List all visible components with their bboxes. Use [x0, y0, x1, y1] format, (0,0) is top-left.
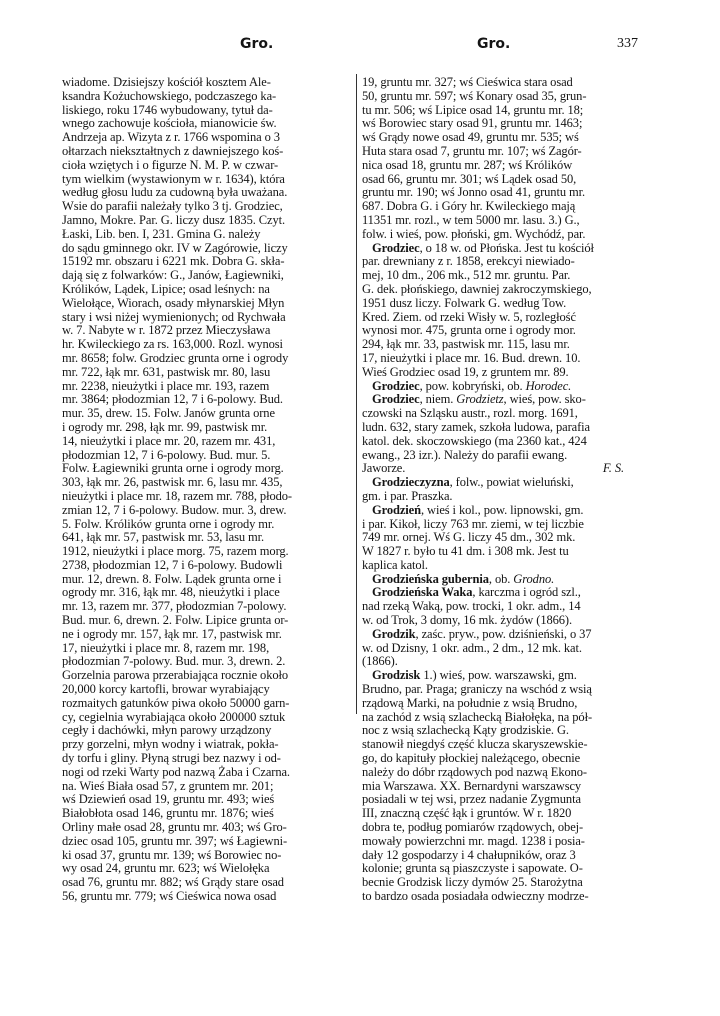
right-column-line: tu mr. 506; wś Lipice osad 14, gruntu mr. 18; — [362, 102, 584, 117]
right-column-line: mej, 10 dm., 206 mk., 512 mr. gruntu. Par. — [362, 268, 571, 283]
left-column-line: liskiego, roku 1746 wybudowany, tytuł da- — [62, 102, 273, 117]
left-column-line: na. Wieś Biała osad 57, z gruntem mr. 201; — [62, 778, 274, 793]
left-column-line: mr. 8658; folw. Grodziec grunta orne i ogrody — [62, 350, 289, 365]
right-column-line: folw. i wieś, pow. płoński, gm. Wychódź, par. — [362, 226, 586, 241]
left-column-line: 56, gruntu mr. 779; wś Cieświca nowa osad — [62, 889, 277, 904]
left-column-line: Orliny małe osad 28, gruntu mr. 403; wś Gro- — [62, 820, 287, 835]
right-column-line: 1951 dusz liczy. Folwark G. według Tow. — [362, 295, 567, 310]
left-column-line: Gorzelnia parowa przerabiająca rocznie około — [62, 668, 289, 683]
page-number: 337 — [617, 36, 638, 51]
left-column-line: 5. Folw. Królików grunta orne i ogrody mr. — [62, 516, 275, 531]
left-column-line: ksandra Kożuchowskiego, podczaszego ka- — [62, 88, 277, 103]
left-column-line: Białobłota osad 146, gruntu mr. 1876; wieś — [62, 806, 274, 821]
left-column-line: mr. 13, razem mr. 377, płodozmian 7-polowy. — [62, 599, 287, 614]
left-column-line: hr. Kwileckiego za rs. 163,000. Rozl. wynosi — [62, 337, 283, 352]
right-column-line: ludn. 632, stary zamek, szkoła ludowa, parafia — [362, 419, 590, 434]
right-column-line: 294, łąk mr. 33, pastwisk mr. 115, lasu mr. — [362, 337, 570, 352]
left-column-line: tym wielkim (wystawionym w r. 1634), która — [62, 171, 285, 186]
left-column-line: rozmaitych gatunków piwa około 50000 garn- — [62, 695, 290, 710]
left-column-line: Andrzeja ap. Wizyta z r. 1766 wspomina o 3 — [62, 130, 280, 145]
right-column-line: 749 mr. ornej. Wś G. liczy 45 dm., 302 mk. — [362, 530, 576, 545]
right-column-line: Grodzieńska Waka, karczma i ogród szl., — [372, 585, 581, 600]
right-column-line: 50, gruntu mr. 597; wś Konary osad 35, grun- — [362, 88, 587, 103]
right-column-line: nad rzeką Waką, pow. trocki, 1 okr. adm., 14 — [362, 599, 581, 614]
entry-headword: Grodziec — [372, 378, 420, 393]
right-column-line: Huta stara osad 7, gruntu mr. 107; wś Zagór- — [362, 143, 582, 158]
entry-headword: Grodziec — [372, 392, 420, 407]
right-column-line: Jaworze. F. S. — [362, 461, 624, 476]
left-column-line: 17, nieużytki i place mr. 8, razem mr. 198, — [62, 640, 270, 655]
right-column-line: Grodzieczyzna, folw., powiat wieluński, — [372, 475, 574, 490]
author-signature: F. S. — [602, 461, 624, 476]
right-column-line: Grodziec, niem. Grodzietz, wieś, pow. sko- — [372, 392, 586, 407]
right-column-line: 17, nieużytki i place mr. 16. Bud. drewn. 10. — [362, 350, 581, 365]
left-column-line: i ogrody mr. 298, łąk mr. 99, pastwisk mr. — [62, 419, 268, 434]
left-column-line: ołtarzach niekształtnych z dawniejszego koś- — [62, 143, 284, 158]
left-column-line: ne i ogrody mr. 157, łąk mr. 17, pastwisk mr. — [62, 626, 282, 641]
left-column-line: mur. 12, drewn. 8. Folw. Lądek grunta orne i — [62, 571, 282, 586]
left-column-line: wy osad 24, gruntu mr. 623; wś Wielołęka — [62, 861, 270, 876]
left-column-line: zmian 12, 7 i 6-polowy. Budow. mur. 3, drew. — [62, 502, 287, 517]
left-column-line: stary i wsi niżej wymienionych; od Rychwała — [62, 309, 286, 324]
right-column-line: należy do dóbr rządowych pod nazwą Ekono- — [362, 764, 587, 779]
right-column-line: Grodzień, wieś i kol., pow. lipnowski, gm. — [372, 502, 584, 517]
left-column-line: cegły i dachówki, młyn parowy urządzony — [62, 723, 272, 738]
left-column-line: wiadome. Dzisiejszy kościół kosztem Ale- — [62, 75, 271, 89]
right-column-line: noc z wsią szlachecką Kąty grodziskie. G. — [362, 723, 569, 738]
left-column-line: Wsie do parafii należały tylko 3 tj. Grodziec, — [62, 199, 283, 214]
right-column-line: dały 12 gospodarzy i 4 chałupników, oraz 3 — [362, 847, 576, 862]
right-column — [362, 75, 642, 904]
left-column-line: przy gorzelni, młyn wodny i wiatrak, pokła- — [62, 737, 279, 752]
left-column-line: dają się z folwarków: G., Janów, Łagiewniki, — [62, 268, 284, 283]
left-column-line: dy torfu i gliny. Płyną strugi bez nazwy i od- — [62, 751, 281, 766]
left-column-line: cy, cegielnia wyrabiająca około 200000 sztuk — [62, 709, 286, 724]
entry-headword: Grodzieczyzna — [372, 475, 450, 490]
left-column-line: Łaski, Lib. ben. I, 231. Gmina G. należy — [62, 226, 261, 241]
left-column-line: do sądu gminnego okr. IV w Zagórowie, liczy — [62, 240, 288, 255]
right-column-line: czowski na Szląsku austr., rozl. morg. 1691, — [362, 406, 578, 421]
running-head-right: Gro. — [477, 36, 511, 52]
entry-headword: Grodzisk — [372, 668, 421, 683]
entry-headword: Grodzieńska Waka — [372, 585, 473, 600]
right-column-line: posiadali w tej wsi, przez nadanie Zygmunta — [362, 792, 581, 807]
right-column-line: go, do kapituły płockiej należącego, obecnie — [362, 751, 581, 766]
right-column-line: par. drewniany z r. 1858, erekcyi niewiado- — [362, 254, 575, 269]
right-column-line: 19, gruntu mr. 327; wś Cieświca stara osad — [362, 75, 573, 89]
left-column-line: wnego zachowuje kościoła, mianowicie św. — [62, 116, 277, 131]
left-column-line: według głosu ludu za cudowną była uważana. — [62, 185, 288, 200]
right-column-line: kolonie; grunta są piaszczyste i sapowate. O- — [362, 861, 583, 876]
entry-headword: Grodzień — [372, 502, 421, 517]
page-header — [62, 36, 638, 58]
left-column-line: nogi od rzeki Warty pod nazwą Żaba i Czarna. — [62, 764, 290, 779]
left-column-line: ki osad 37, gruntu mr. 139; wś Borowiec no- — [62, 847, 282, 862]
right-column-line: osad 66, gruntu mr. 301; wś Lądek osad 50, — [362, 171, 577, 186]
left-column-line: dziec osad 105, gruntu mr. 397; wś Łagiewni- — [62, 833, 288, 848]
left-column-line: 1912, nieużytki i place morg. 75, razem morg. — [62, 544, 289, 559]
right-column-line: i par. Kikoł, liczy 763 mr. ziemi, w tej liczbie — [362, 516, 584, 531]
left-column-line: nieużytki i place mr. 18, razem mr. 788, płodo- — [62, 488, 292, 503]
right-column-line: gruntu mr. 190; wś Jonno osad 41, gruntu mr. — [362, 185, 586, 200]
right-column-line: W 1827 r. było tu 41 dm. i 308 mk. Jest tu — [362, 544, 569, 559]
column-divider — [356, 74, 357, 714]
right-column-line: w. od Trok, 3 domy, 16 mk. żydów (1866). — [362, 613, 573, 628]
right-column-line: katol. dek. skoczowskiego (ma 2360 kat., 424 — [362, 433, 587, 448]
left-column-line: osad 76, gruntu mr. 882; wś Grądy stare osad — [62, 875, 284, 890]
left-column-line: Jamno, Mokre. Par. G. liczy dusz 1835. Czyt. — [62, 212, 285, 227]
left-column-line: Folw. Łagiewniki grunta orne i ogrody morg. — [62, 461, 284, 476]
right-column-line: Brudno, par. Praga; graniczy na wschód z wsią — [362, 682, 592, 697]
right-column-line: dobra te, podług pomiarów rządowych, obej- — [362, 820, 584, 835]
left-column-line: Bud. mur. 6, drewn. 2. Folw. Lipice grunta or- — [62, 613, 289, 628]
left-column-line: płodozmian 7-polowy. Bud. mur. 3, drewn. 2. — [62, 654, 286, 669]
left-column-line: płodozmian 12, 7 i 6-polowy. Bud. mur. 5. — [62, 447, 271, 462]
left-column-line: 14, nieużytki i place mr. 20, razem mr. 431, — [62, 433, 276, 448]
right-column-line: Grodziec, o 18 w. od Płońska. Jest tu kościół — [372, 240, 594, 255]
left-column-line: 303, łąk mr. 26, pastwisk mr. 6, lasu mr. 435, — [62, 475, 283, 490]
left-column — [62, 75, 352, 904]
running-head-left: Gro. — [240, 36, 274, 52]
left-column-line: Królików, Lądek, Lipice; osad leśnych: na — [62, 281, 270, 296]
left-column-line: 641, łąk mr. 57, pastwisk mr. 53, lasu mr. — [62, 530, 265, 545]
left-column-line: w. 7. Nabyte w r. 1872 przez Mieczysława — [62, 323, 271, 338]
right-column-line: na zachód z wsią szlachecką Białołęka, na pół- — [362, 709, 593, 724]
left-column-line: mr. 722, łąk mr. 631, pastwisk mr. 80, lasu — [62, 364, 271, 379]
right-column-line: rządową Marki, na południe z wsią Brudno, — [362, 695, 578, 710]
left-column-line: wś Dziewień osad 19, gruntu mr. 493; wieś — [62, 792, 275, 807]
right-column-line: to bardzo osada posiadała odwieczny modrze- — [362, 889, 589, 904]
left-column-line: mur. 35, drew. 15. Folw. Janów grunta orne — [62, 406, 275, 421]
left-column-line: 15192 mr. obszaru i 6221 mk. Dobra G. skła- — [62, 254, 285, 269]
right-column-line: ewang., 23 izr.). Należy do parafii ewang. — [362, 447, 568, 462]
right-column-line: III, znaczną część łąk i gruntów. W r. 1820 — [362, 806, 572, 821]
left-column-line: 20,000 korcy kartofli, browar wyrabiający — [62, 682, 270, 697]
entry-headword: Grodziec — [372, 240, 420, 255]
right-column-line: nica osad 18, gruntu mr. 287; wś Królików — [362, 157, 573, 172]
left-column-line: mr. 3864; płodozmian 12, 7 i 6-polowy. Bud. — [62, 392, 283, 407]
right-column-line: wś Borowiec stary osad 91, gruntu mr. 1463; — [362, 116, 583, 131]
left-column-line: mr. 2238, nieużytki i place mr. 193, razem — [62, 378, 270, 393]
right-column-line: Grodzik, zaśc. pryw., pow. dziśnieński, o 37 — [372, 626, 592, 641]
right-column-line: Wieś Grodziec osad 19, z gruntem mr. 89. — [362, 364, 569, 379]
right-column-line: w. od Dzisny, 1 okr. adm., 2 dm., 12 mk. kat. — [362, 640, 582, 655]
left-column-line: ogrody mr. 316, łąk mr. 48, nieużytki i place — [62, 585, 280, 600]
entry-headword: Grodzieńska gubernia — [372, 571, 489, 586]
right-column-line: (1866). — [362, 654, 398, 669]
right-column-line: stanowił niegdyś część klucza skaryszewskie- — [362, 737, 588, 752]
right-column-line: wś Grądy nowe osad 49, gruntu mr. 535; wś — [362, 130, 579, 145]
left-column-line: Wielołące, Wiorach, osady młynarskiej Młyn — [62, 295, 285, 310]
right-column-line: gm. i par. Praszka. — [362, 488, 453, 503]
right-column-line: mowały powierzchni mr. magd. 1238 i posia- — [362, 833, 585, 848]
right-column-line: Grodziec, pow. kobryński, ob. Horodec. — [372, 378, 572, 393]
right-column-line: becnie Grodzisk liczy dymów 25. Starożytna — [362, 875, 583, 890]
left-column-line: 2738, płodozmian 12, 7 i 6-polowy. Budowli — [62, 557, 283, 572]
right-column-line: 11351 mr. rozl., w tem 5000 mr. lasu. 3.) G., — [362, 212, 580, 227]
right-column-line: Grodzieńska gubernia, ob. Grodno. — [372, 571, 555, 586]
right-column-line: kaplica katol. — [362, 557, 428, 572]
entry-headword: Grodzik — [372, 626, 416, 641]
right-column-line: G. dek. płońskiego, dawniej zakroczymskiego, — [362, 281, 592, 296]
right-column-line: Kred. Ziem. od rzeki Wisły w. 5, rozległość — [362, 309, 576, 324]
right-column-line: Grodzisk 1.) wieś, pow. warszawski, gm. — [372, 668, 577, 683]
right-column-line: wynosi mor. 475, grunta orne i ogrody mor. — [362, 323, 576, 338]
right-column-line: 687. Dobra G. i Góry hr. Kwileckiego mają — [362, 199, 576, 214]
left-column-line: cioła wziętych i o figurze N. M. P. w czwar- — [62, 157, 279, 172]
right-column-line: mia Warszawa. XX. Bernardyni warszawscy — [362, 778, 582, 793]
